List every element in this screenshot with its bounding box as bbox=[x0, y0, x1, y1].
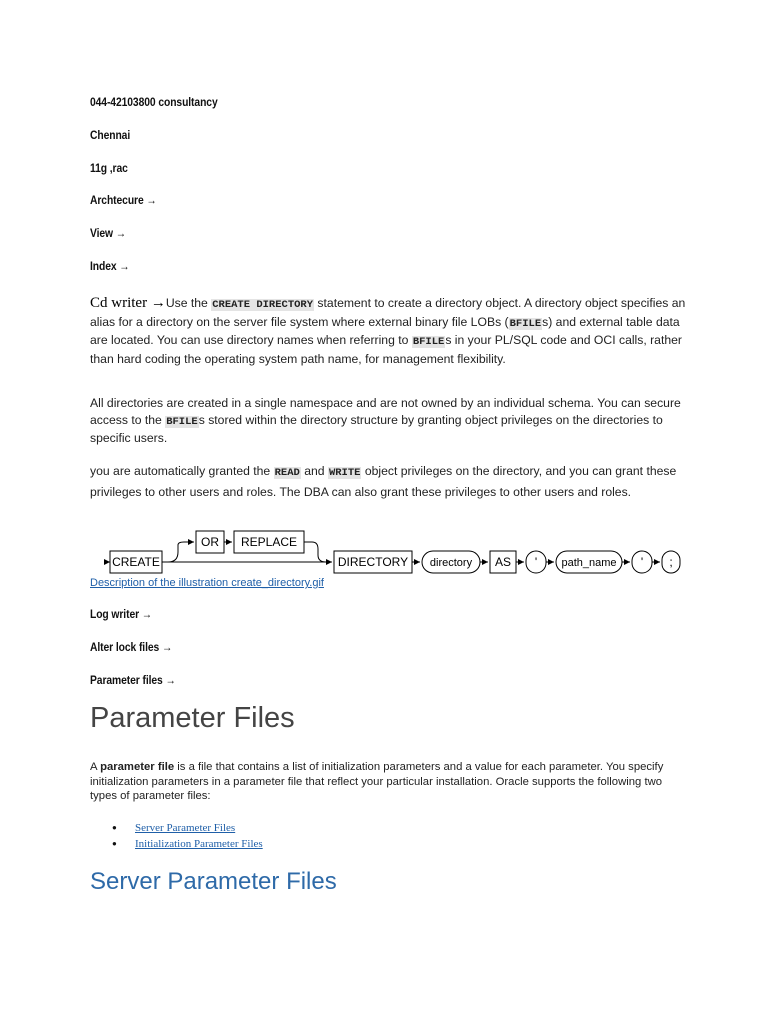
note-index: Index → bbox=[90, 259, 130, 273]
diagram-description-link[interactable]: Description of the illustration create_directory.gif bbox=[90, 577, 324, 589]
text: you are automatically granted the bbox=[90, 464, 274, 478]
syntax-directory-keyword: DIRECTORY bbox=[337, 555, 409, 569]
term-parameter-file: parameter file bbox=[100, 761, 175, 773]
syntax-semicolon: ; bbox=[669, 555, 673, 569]
syntax-quote-open: ' bbox=[534, 555, 538, 569]
parameter-file-intro bbox=[90, 760, 670, 804]
syntax-as: AS bbox=[494, 555, 512, 569]
code-write: WRITE bbox=[328, 467, 361, 479]
note-version: 11g ,rac bbox=[90, 161, 128, 175]
code-bfile: BFILE bbox=[412, 336, 445, 349]
server-parameter-files-heading: Server Parameter Files bbox=[90, 868, 337, 895]
text: All directories are created in a single namespace and are not owned by an individual schema. You can secure access to the bbox=[90, 396, 681, 427]
syntax-or: OR bbox=[201, 535, 219, 549]
cd-writer-lead: Cd writer → bbox=[90, 295, 166, 311]
text: s) and external table data are located. You can use directory names when referring to bbox=[90, 314, 680, 348]
code-create-directory: CREATE DIRECTORY bbox=[212, 299, 314, 311]
text: and bbox=[300, 464, 328, 478]
text: statement to create a directory object. A directory object specifies an alias for a directory on the server file system where external binary file LOBs ( bbox=[90, 296, 686, 329]
note-parameter-files: Parameter files → bbox=[90, 673, 176, 687]
text: object privileges on the directory, and you can grant these privileges to other users and roles. The DBA can also grant these privileges to other users and roles. bbox=[90, 464, 677, 499]
note-alter-lock-files: Alter lock files → bbox=[90, 640, 173, 654]
syntax-directory: directory bbox=[429, 557, 473, 569]
cd-writer-paragraph bbox=[90, 295, 690, 367]
link-server-parameter-files[interactable]: ● Server Parameter Files bbox=[112, 820, 263, 836]
syntax-create: CREATE bbox=[112, 555, 160, 569]
link-initialization-parameter-files[interactable]: ● Initialization Parameter Files bbox=[112, 836, 263, 852]
syntax-replace: REPLACE bbox=[240, 535, 298, 549]
code-bfile: BFILE bbox=[166, 415, 198, 428]
parameter-file-types-list bbox=[112, 820, 263, 852]
note-phone: 044-42103800 consultancy bbox=[90, 95, 218, 109]
code-bfile: BFILE bbox=[509, 317, 542, 330]
note-view: View → bbox=[90, 226, 127, 240]
code-read: READ bbox=[274, 467, 300, 479]
text: s in your PL/SQL code and OCI calls, rather than hard coding the operating system path name, for management flexibility. bbox=[90, 333, 682, 366]
text: A bbox=[90, 761, 101, 773]
create-directory-syntax-diagram bbox=[88, 525, 688, 583]
syntax-path-name: path_name bbox=[561, 557, 617, 569]
note-architecture: Archtecure → bbox=[90, 193, 157, 207]
text: Use the bbox=[165, 296, 212, 310]
text: is a file that contains a list of initialization parameters and a value for each parameter. You specify initialization parameters in a parameter file that reflect your particular installation. Oracle supports the following two types of parameter files: bbox=[90, 761, 664, 802]
text: s stored within the directory structure by granting object privileges on the directories to specific users. bbox=[90, 412, 663, 446]
note-log-writer: Log writer → bbox=[90, 607, 153, 621]
directories-paragraph bbox=[90, 395, 690, 447]
parameter-files-heading: Parameter Files bbox=[90, 702, 295, 734]
privileges-paragraph bbox=[90, 462, 690, 501]
syntax-quote-close: ' bbox=[640, 555, 644, 569]
note-city: Chennai bbox=[90, 128, 131, 142]
